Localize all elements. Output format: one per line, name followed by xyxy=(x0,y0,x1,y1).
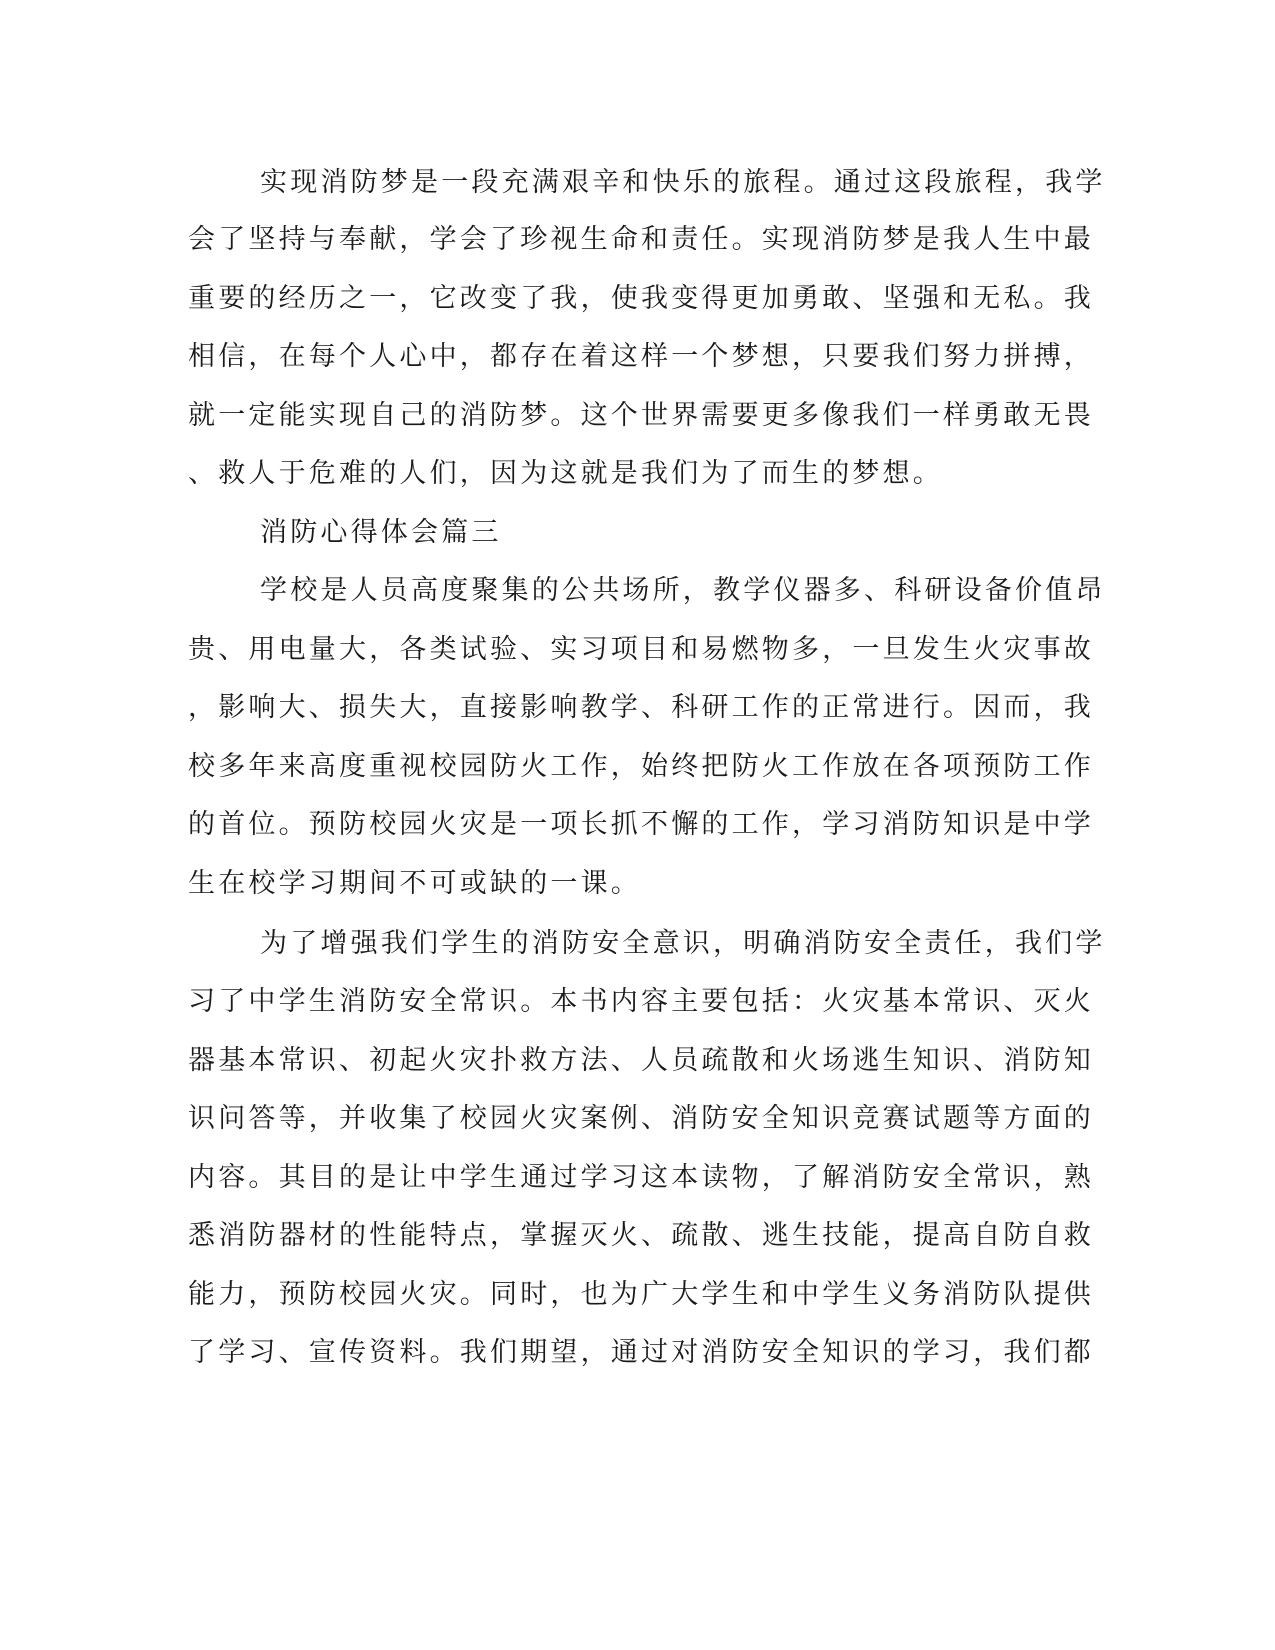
paragraph-3-line-3: 器基本常识、初起火灾扑救方法、人员疏散和火场逃生知识、消防知 xyxy=(188,1045,1094,1076)
paragraph-2-line-5: 的首位。预防校园火灾是一项长抓不懈的工作，学习消防知识是中学 xyxy=(188,809,1094,840)
paragraph-2-line-6: 生在校学习期间不可或缺的一课。 xyxy=(188,868,641,899)
paragraph-2-line-4: 校多年来高度重视校园防火工作，始终把防火工作放在各项预防工作 xyxy=(188,751,1094,782)
paragraph-3-line-1: 为了增强我们学生的消防安全意识，明确消防安全责任，我们学 xyxy=(260,928,1106,959)
paragraph-1-line-6: 、救人于危难的人们，因为这就是我们为了而生的梦想。 xyxy=(188,458,943,489)
paragraph-1-line-2: 会了坚持与奉献，学会了珍视生命和责任。实现消防梦是我人生中最 xyxy=(188,224,1094,255)
paragraph-3-line-8: 了学习、宣传资料。我们期望，通过对消防安全知识的学习，我们都 xyxy=(188,1337,1094,1368)
paragraph-1-line-4: 相信，在每个人心中，都存在着这样一个梦想，只要我们努力拼搏， xyxy=(188,341,1094,372)
paragraph-2-line-3: ，影响大、损失大，直接影响教学、科研工作的正常进行。因而，我 xyxy=(188,692,1094,723)
paragraph-3-line-7: 能力，预防校园火灾。同时，也为广大学生和中学生义务消防队提供 xyxy=(188,1279,1094,1310)
paragraph-2-line-1: 学校是人员高度聚集的公共场所，教学仪器多、科研设备价值昂 xyxy=(260,575,1106,606)
paragraph-1-line-3: 重要的经历之一，它改变了我，使我变得更加勇敢、坚强和无私。我 xyxy=(188,283,1094,314)
paragraph-3-line-6: 悉消防器材的性能特点，掌握灭火、疏散、逃生技能，提高自防自救 xyxy=(188,1220,1094,1251)
paragraph-1-line-5: 就一定能实现自己的消防梦。这个世界需要更多像我们一样勇敢无畏 xyxy=(188,400,1094,431)
section-heading: 消防心得体会篇三 xyxy=(260,517,502,548)
paragraph-3-line-4: 识问答等，并收集了校园火灾案例、消防安全知识竞赛试题等方面的 xyxy=(188,1103,1094,1134)
paragraph-1-line-1: 实现消防梦是一段充满艰辛和快乐的旅程。通过这段旅程，我学 xyxy=(260,167,1106,198)
paragraph-3-line-2: 习了中学生消防安全常识。本书内容主要包括：火灾基本常识、灭火 xyxy=(188,986,1094,1017)
paragraph-2-line-2: 贵、用电量大，各类试验、实习项目和易燃物多，一旦发生火灾事故 xyxy=(188,634,1094,665)
paragraph-3-line-5: 内容。其目的是让中学生通过学习这本读物，了解消防安全常识，熟 xyxy=(188,1162,1094,1193)
